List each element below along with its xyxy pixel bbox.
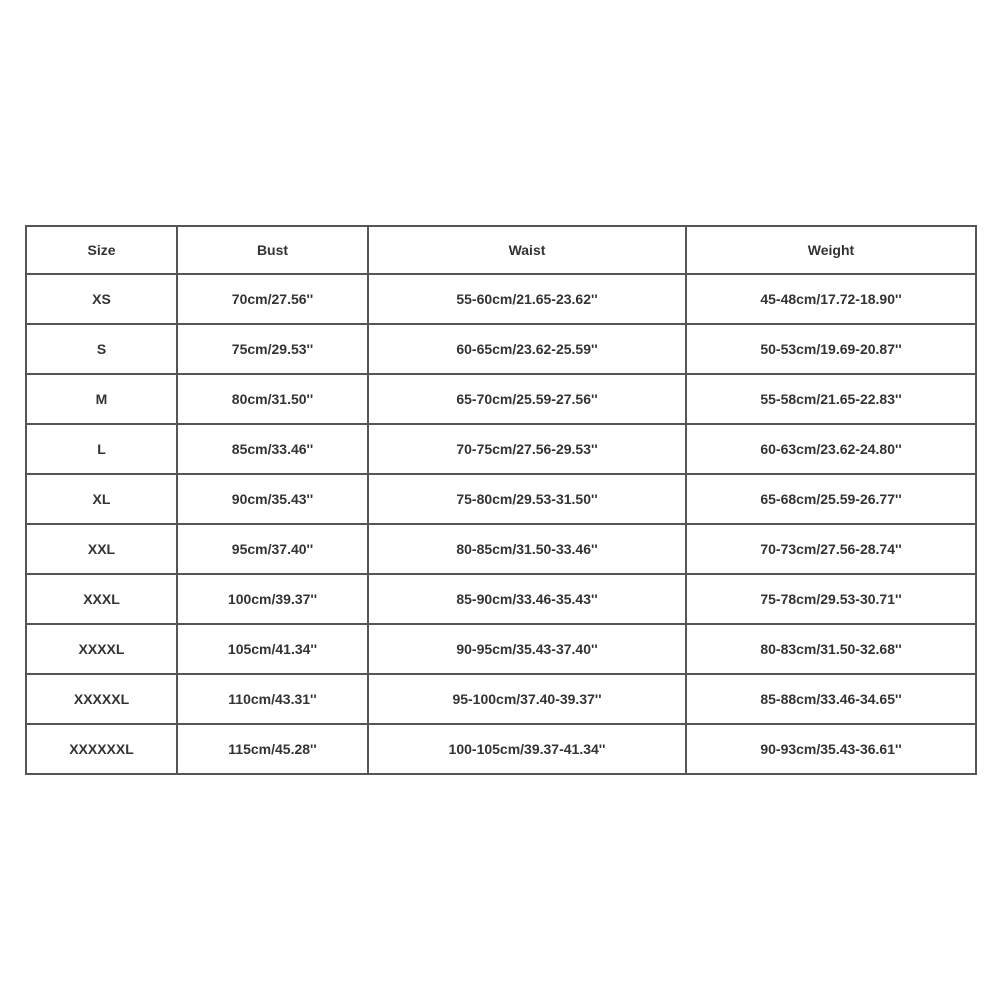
- weight-cell: 75-78cm/29.53-30.71'': [686, 574, 976, 624]
- header-waist: Waist: [368, 226, 686, 274]
- bust-cell: 75cm/29.53'': [177, 324, 368, 374]
- size-cell: L: [26, 424, 177, 474]
- weight-cell: 45-48cm/17.72-18.90'': [686, 274, 976, 324]
- waist-cell: 80-85cm/31.50-33.46'': [368, 524, 686, 574]
- weight-cell: 65-68cm/25.59-26.77'': [686, 474, 976, 524]
- waist-cell: 90-95cm/35.43-37.40'': [368, 624, 686, 674]
- weight-cell: 80-83cm/31.50-32.68'': [686, 624, 976, 674]
- size-cell: XL: [26, 474, 177, 524]
- bust-cell: 105cm/41.34'': [177, 624, 368, 674]
- size-cell: XXXXXL: [26, 674, 177, 724]
- table-row: [26, 724, 976, 774]
- weight-cell: 60-63cm/23.62-24.80'': [686, 424, 976, 474]
- waist-cell: 95-100cm/37.40-39.37'': [368, 674, 686, 724]
- table-row: [26, 524, 976, 574]
- size-cell: XS: [26, 274, 177, 324]
- weight-cell: 55-58cm/21.65-22.83'': [686, 374, 976, 424]
- header-size: Size: [26, 226, 177, 274]
- size-chart-table: [25, 225, 977, 775]
- table-row: [26, 374, 976, 424]
- size-cell: M: [26, 374, 177, 424]
- weight-cell: 90-93cm/35.43-36.61'': [686, 724, 976, 774]
- size-cell: XXXL: [26, 574, 177, 624]
- table-row: [26, 474, 976, 524]
- bust-cell: 110cm/43.31'': [177, 674, 368, 724]
- size-cell: S: [26, 324, 177, 374]
- table-row: [26, 424, 976, 474]
- weight-cell: 70-73cm/27.56-28.74'': [686, 524, 976, 574]
- weight-cell: 85-88cm/33.46-34.65'': [686, 674, 976, 724]
- weight-cell: 50-53cm/19.69-20.87'': [686, 324, 976, 374]
- table-body: [26, 274, 976, 774]
- waist-cell: 65-70cm/25.59-27.56'': [368, 374, 686, 424]
- size-cell: XXL: [26, 524, 177, 574]
- bust-cell: 80cm/31.50'': [177, 374, 368, 424]
- size-cell: XXXXL: [26, 624, 177, 674]
- table-row: [26, 674, 976, 724]
- waist-cell: 75-80cm/29.53-31.50'': [368, 474, 686, 524]
- bust-cell: 85cm/33.46'': [177, 424, 368, 474]
- table-row: [26, 574, 976, 624]
- bust-cell: 100cm/39.37'': [177, 574, 368, 624]
- size-cell: XXXXXXL: [26, 724, 177, 774]
- bust-cell: 90cm/35.43'': [177, 474, 368, 524]
- waist-cell: 70-75cm/27.56-29.53'': [368, 424, 686, 474]
- header-bust: Bust: [177, 226, 368, 274]
- waist-cell: 60-65cm/23.62-25.59'': [368, 324, 686, 374]
- waist-cell: 100-105cm/39.37-41.34'': [368, 724, 686, 774]
- table-row: [26, 624, 976, 674]
- bust-cell: 70cm/27.56'': [177, 274, 368, 324]
- header-weight: Weight: [686, 226, 976, 274]
- table-row: [26, 324, 976, 374]
- table-row: [26, 274, 976, 324]
- waist-cell: 85-90cm/33.46-35.43'': [368, 574, 686, 624]
- waist-cell: 55-60cm/21.65-23.62'': [368, 274, 686, 324]
- bust-cell: 115cm/45.28'': [177, 724, 368, 774]
- header-row: [26, 226, 976, 274]
- bust-cell: 95cm/37.40'': [177, 524, 368, 574]
